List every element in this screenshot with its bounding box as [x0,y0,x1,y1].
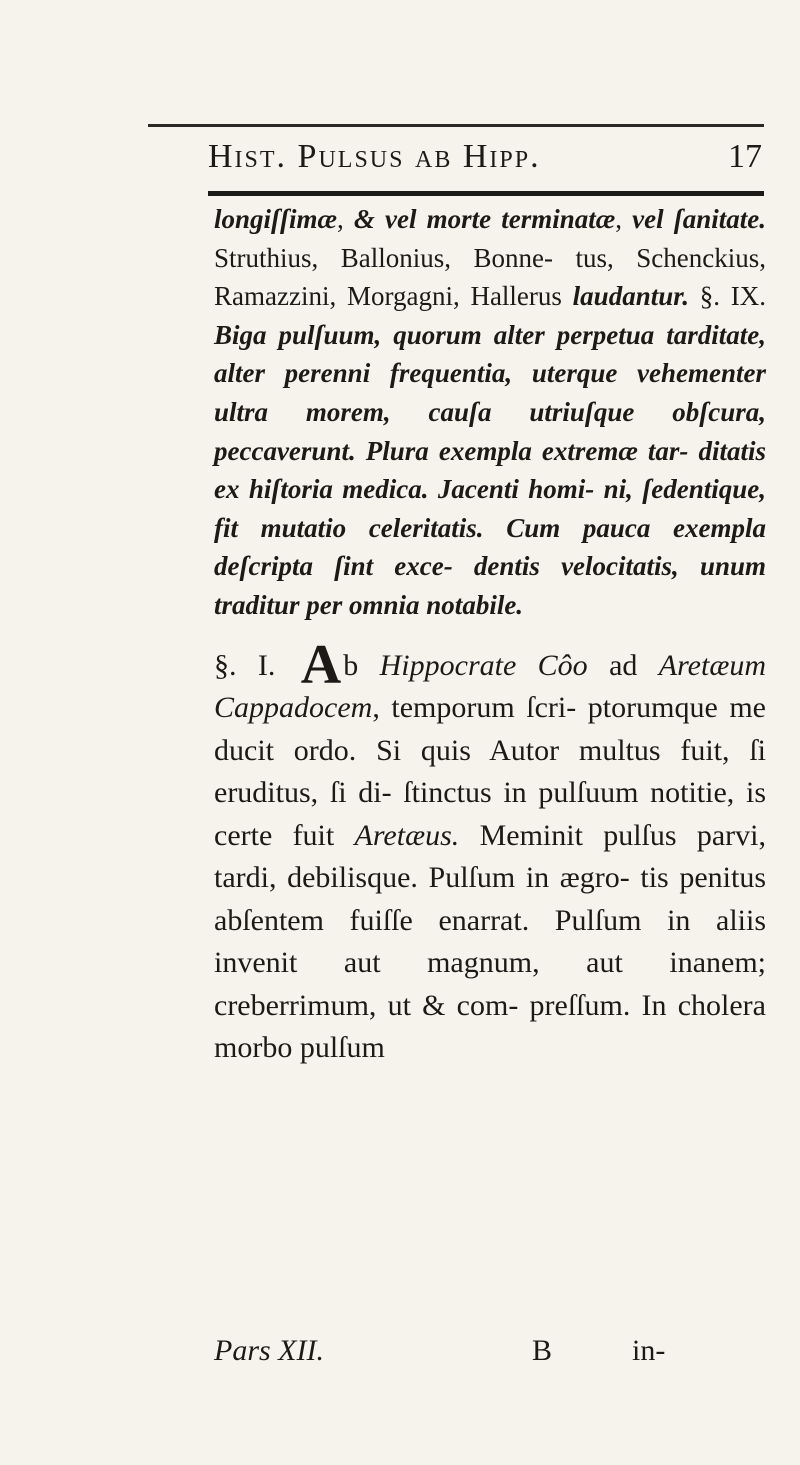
section-segment: b [343,648,380,682]
signature-mark: B [532,1334,553,1367]
section-segment: Hippocrate Côo [379,648,588,682]
summary-segment: Struthius, Ballonius, Bonne- tus, Schenckius, Ramazzini, Morgagni, Hallerus [214,242,766,312]
section-segment: Aretæum Cappadocem [214,648,766,725]
section-mark: §. I. [214,648,276,682]
section-segment: Aretæus. [354,818,460,852]
section-body [214,649,766,1065]
page-number: 17 [728,138,762,175]
initial-letter: A [300,633,342,696]
summary-paragraph [214,200,766,625]
top-rule [148,124,764,127]
summary-segment: , [337,204,354,234]
summary-segment: Biga pulſuum, quorum alter perpetua tarditate, alter perenni frequentia, uterque vehementer ultra morem, cauſa utriuſque obſcura, peccaverunt. Plura exempla extremæ tar- ditatis ex hiſtoria medica. Jacenti homi- ni, ſedentique, fit mutatio celeritatis. Cum pauca exempla deſcripta ſint exce- dentis velocitatis, unum traditur per omnia notabile. [214,319,766,620]
summary-segment: laudantur. [572,281,689,312]
header-rule [208,191,764,196]
part-label: Pars XII. [214,1334,324,1367]
summary-segment: vel ſanitate. [632,204,767,234]
section-paragraph [214,633,766,1070]
section-segment: Meminit pulſus parvi, tardi, debilisque. Pulſum in ægro- tis penitus abſentem fuiſſe enarrat. Pulſum in aliis invenit aut magnum, aut inanem; creberrimum, ut & com- preſſum. In cholera morbo pulſum [214,818,766,1065]
summary-segment: , [615,204,633,234]
catchword: in- [632,1334,666,1367]
summary-segment: §. IX. [689,281,766,312]
section-segment: ad [587,648,659,682]
summary-segment: longiſſimæ [214,204,338,234]
running-title: Hist. Pulsus ab Hipp. [208,138,541,175]
section-segment: , temporum ſcri- ptorumque me ducit ordo. Si quis Autor multus fuit, ſi eruditus, ſi di- ſtinctus in pulſuum notitie, is certe fuit [214,691,766,852]
running-header [208,138,768,184]
body-text [214,200,766,1070]
summary-segment: & vel morte terminatæ [353,204,616,234]
footer-line [214,1334,766,1374]
